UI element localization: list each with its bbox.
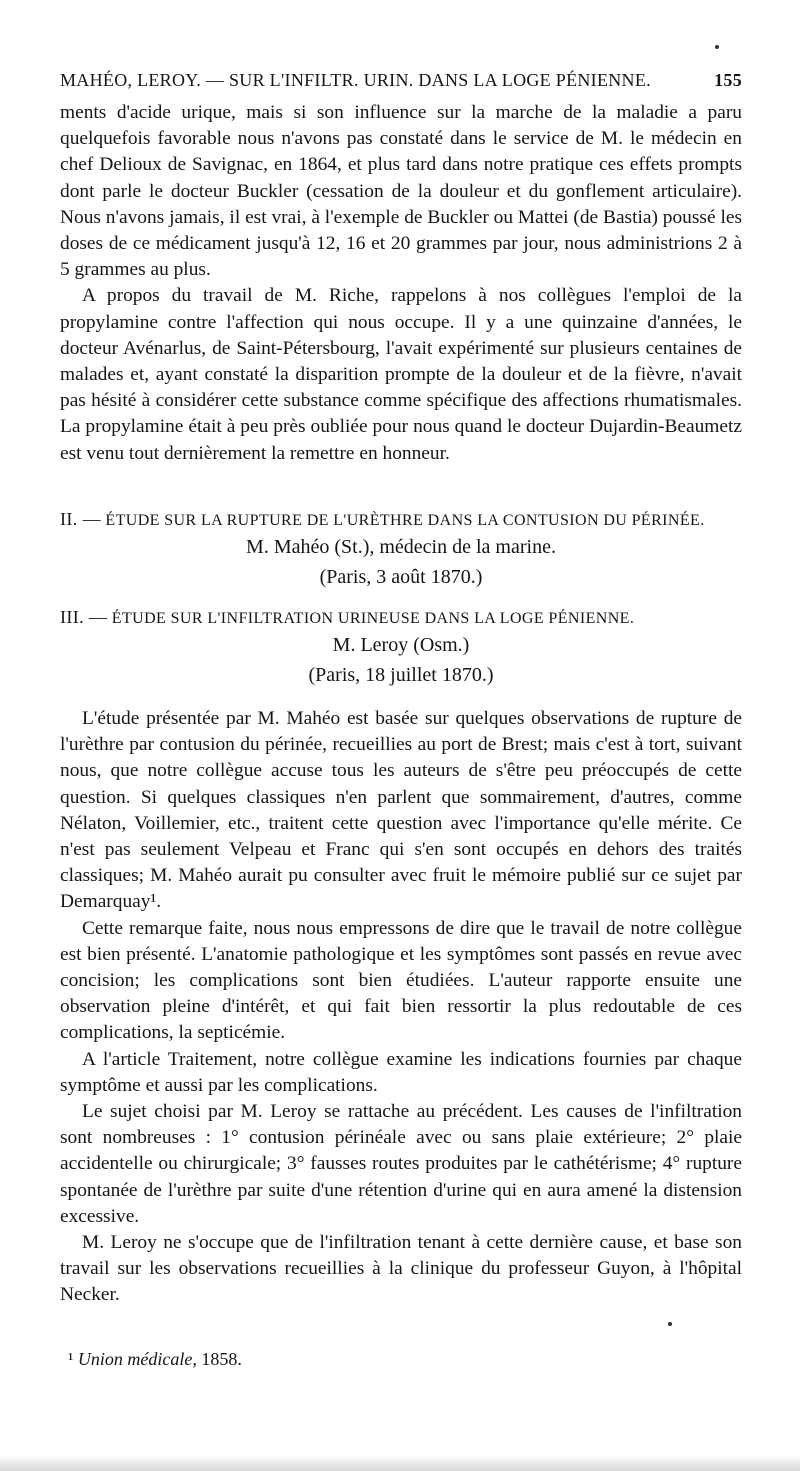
section-number: III. — (60, 607, 108, 627)
section-author: M. Leroy (Osm.) (332, 634, 470, 656)
section-2-heading (60, 506, 742, 592)
section-title (60, 604, 742, 630)
paragraph: A l'article Traitement, notre collègue examine les indications fournies par chaque symptôme et aussi par les complications. (60, 1048, 742, 1096)
intro-text (60, 100, 742, 467)
speck (668, 1322, 672, 1326)
paragraph: L'étude présentée par M. Mahéo est basée sur quelques observations de rupture de l'urèthre par contusion du périnée, recueillies au port de Brest; mais c'est à tort, suivant nous, que notre collègue accuse tous les auteurs de s'être peu préoccupés de cette question. Si quelques classiques n'en parlent que sommairement, d'autres, comme Nélaton, Voillemier, etc., traitent cette question avec l'importance qu'elle mérite. Ce n'est pas seulement Velpeau et Franc qui s'en sont occupés en dehors des traités classiques; M. Mahéo aurait pu consulter avec fruit le mémoire publié sur ce sujet par Demarquay¹. (60, 708, 742, 913)
footnote-year: 1858. (201, 1349, 242, 1369)
paragraph: ments d'acide urique, mais si son influence sur la marche de la maladie a paru quelquefois favorable nous n'avons pas constaté dans le service de M. le médecin en chef Delioux de Savignac, en 1864, et plus tard dans notre pratique ces effets prompts dont parle le docteur Buckler (cessation de la douleur et du gonflement articulaire). Nous n'avons jamais, il est vrai, à l'exemple de Buckler ou Mattei (de Bastia) poussé les doses de ce médicament jusqu'à 12, 16 et 20 grammes par jour, nous administrions 2 à 5 grammes au plus. (60, 102, 742, 281)
paragraph: Cette remarque faite, nous nous empressons de dire que le travail de notre collègue est bien présenté. L'anatomie pathologique et les symptômes sont passés en revue avec concision; les complications sont bien étudiées. L'auteur rapporte ensuite une observation pleine d'intérêt, et qui fait bien ressortir la plus redoutable de ces complications, la septicémie. (60, 917, 742, 1044)
section-date: (Paris, 3 août 1870.) (319, 566, 483, 588)
paragraph: Le sujet choisi par M. Leroy se rattache au précédent. Les causes de l'infiltration sont nombreuses : 1° contusion périnéale avec ou sans plaie extérieure; 2° plaie accidentelle ou chirurgicale; 3° fausses routes produites par le cathétérisme; 4° rupture spontanée de l'urèthre par suite d'une rétention d'urine qui en aura amené la distension excessive. (60, 1101, 742, 1227)
section-title-text: ÉTUDE SUR L'INFILTRATION URINEUSE DANS LA LOGE PÉNIENNE. (111, 610, 635, 627)
section-title-text: ÉTUDE SUR LA RUPTURE DE L'URÈTHRE DANS LA CONTUSION DU PÉRINÉE. (105, 512, 705, 529)
page-number: 155 (714, 70, 742, 90)
paragraph: M. Leroy ne s'occupe que de l'infiltration tenant à cette dernière cause, et base son travail sur les observations recueillies à la clinique du professeur Guyon, à l'hôpital Necker. (60, 1232, 742, 1306)
paragraph: A propos du travail de M. Riche, rappelons à nos collègues l'emploi de la propylamine contre l'affection qui nous occupe. Il y a une quinzaine d'années, le docteur Avénarlus, de Saint-Pétersbourg, l'avait expérimenté sur plusieurs centaines de malades et, ayant constaté la disparition prompte de la douleur et de la fièvre, n'avait pas hésité à considérer cette substance comme spécifique des affections rhumatismales. La propylamine était à peu près oubliée pour nous quand le docteur Dujardin-Beaumetz est venu tout dernièrement la remettre en honneur. (60, 285, 742, 464)
section-number: II. — (60, 509, 101, 529)
page-edge-shadow (0, 1455, 800, 1471)
body-text (60, 706, 742, 1309)
footnote (60, 1346, 742, 1372)
section-title (60, 506, 742, 532)
section-author: M. Mahéo (St.), médecin de la marine. (246, 536, 556, 558)
section-3-heading (60, 604, 742, 690)
footnote-source: Union médicale, (77, 1349, 197, 1369)
footnote-marker: ¹ (68, 1349, 74, 1369)
running-header (60, 68, 742, 98)
speck (715, 45, 719, 49)
section-date: (Paris, 18 juillet 1870.) (308, 664, 494, 686)
running-title: MAHÉO, LEROY. — SUR L'INFILTR. URIN. DANS LA LOGE PÉNIENNE. (60, 70, 651, 90)
